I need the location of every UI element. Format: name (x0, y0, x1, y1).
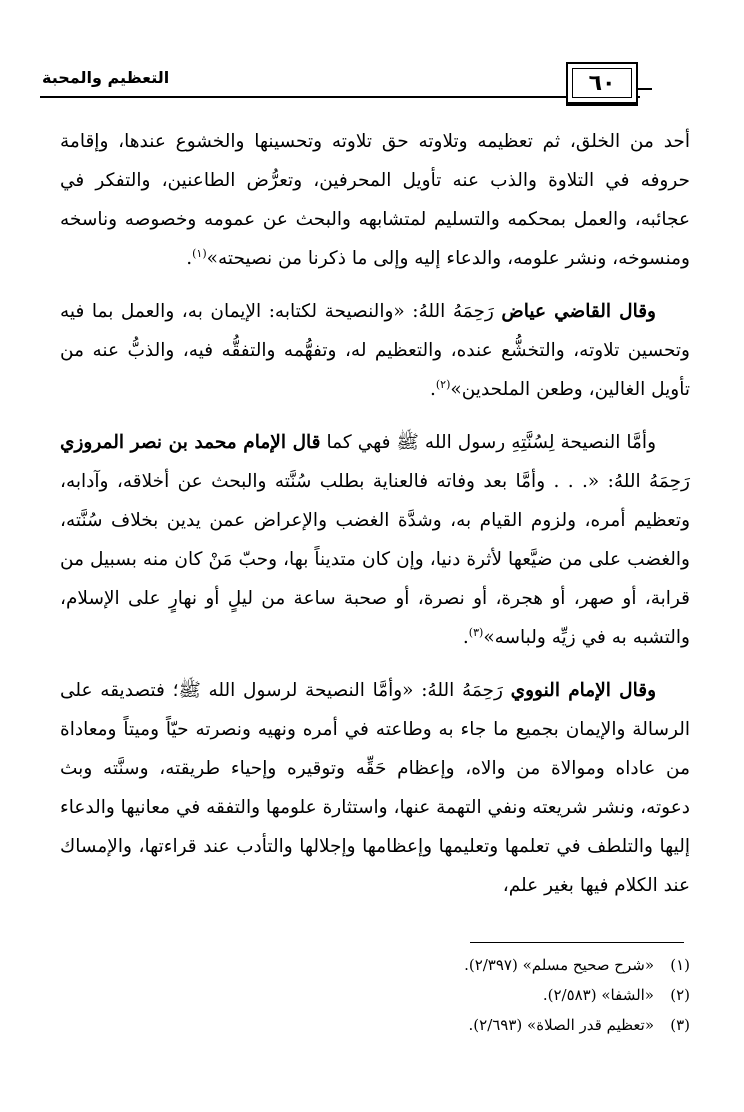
footnote-text: «تعظيم قدر الصلاة» (٢/٦٩٣). (468, 1016, 654, 1034)
footnote-text: «شرح صحيح مسلم» (٢/٣٩٧). (464, 956, 654, 974)
page-number: ٦٠ (572, 68, 632, 98)
page-number-tab (638, 88, 652, 90)
paragraph-text: رَحِمَهُ اللهُ: «. . . وأمَّا بعد وفاته فالعناية بطلب سُنَّته والبحث عن أخلاقه، وآدابه، وتعظيم أمره، ولزوم القيام به، وشدَّة الغضب والإعراض عمن يدين بخلاف سُنَّته، والغضب على من ضيَّعها لأثرة دنيا، وإن كان متديناً بها، وحبّ مَنْ كان منه بسبيل من قرابة، أو صهر، أو هجرة، أو نصرة، أو صحبة ساعة من ليلٍ أو نهارٍ على الإسلام، والتشبه به في زيِّه ولباسه» (60, 471, 690, 648)
footnote-number: (٢) (670, 986, 690, 1004)
footnote-ref: (١) (192, 246, 207, 260)
paragraph-text: رَحِمَهُ اللهُ: «والنصيحة لكتابه: الإيمان به، والعمل بما فيه وتحسين تلاوته، والتخشُّع عنده، والتعظيم له، وتفهُّمه والتفقُّه فيه، والذبُّ عنه من تأويل الغالين، وطعن الملحدين» (60, 301, 690, 400)
body-text (60, 122, 690, 919)
paragraph-1 (60, 122, 690, 278)
paragraph-4 (60, 671, 690, 905)
footnote-number: (١) (670, 956, 690, 974)
paragraph-text: رَحِمَهُ اللهُ: «وأمَّا النصيحة لرسول الله ﷺ؛ فتصديقه على الرسالة والإيمان بجميع ما جاء به وطاعته في أمره ونهيه ونصرته حيّاً وميتاً ومعاداة من عاداه وموالاة من والاه، وإعظام حَقِّه وتوقيره وإحياء طريقته، وسنَّته وبث دعوته، ونشر شريعته ونفي التهمة عنها، واستثارة علومها والتفقه في معانيها والدعاء إليها والتلطف في تعلمها وتعليمها وإعظامها وإجلالها والتأدب عند قراءتها، والإمساك عند الكلام فيها بغير علم، (60, 680, 690, 896)
footnote-ref: (٣) (468, 625, 484, 639)
footnote-number: (٣) (670, 1016, 690, 1034)
page-number-box (566, 62, 638, 104)
paragraph-2 (60, 292, 690, 409)
header-title: التعظيم والمحبة (42, 68, 170, 87)
footnote-3 (60, 1010, 690, 1040)
running-header (0, 0, 744, 110)
paragraph-tail: . (462, 627, 469, 648)
paragraph-text: أحد من الخلق، ثم تعظيمه وتلاوته حق تلاوته وتحسينها والخشوع عندها، وإقامة حروفه في التلاوة والذب عنه تأويل المحرفين، وتعرُّض الطاعنين، والتفكر في عجائبه، والعمل بمحكمه والتسليم لمتشابهه والبحث عن عمومه وخصوصه وناسخه ومنسوخه، ونشر علومه، والدعاء إليه وإلى ما ذكرنا من نصيحته» (60, 131, 690, 269)
footnote-separator (470, 942, 684, 943)
footnotes (60, 950, 690, 1040)
speaker-name: وقال الإمام النووي (510, 680, 657, 701)
header-rule (40, 96, 640, 98)
paragraph-tail: . (429, 379, 436, 400)
footnote-ref: (٢) (435, 377, 451, 391)
paragraph-3 (60, 423, 690, 657)
speaker-name: وقال القاضي عياض (501, 301, 656, 322)
footnote-2 (60, 980, 690, 1010)
speaker-name: قال الإمام محمد بن نصر المروزي (60, 432, 321, 453)
footnote-text: «الشفا» (٢/٥٨٣). (542, 986, 654, 1004)
paragraph-lead: وأمَّا النصيحة لِسُنَّتِهِ رسول الله ﷺ فهي كما (320, 432, 657, 453)
footnote-1 (60, 950, 690, 980)
paragraph-tail: . (186, 248, 193, 269)
